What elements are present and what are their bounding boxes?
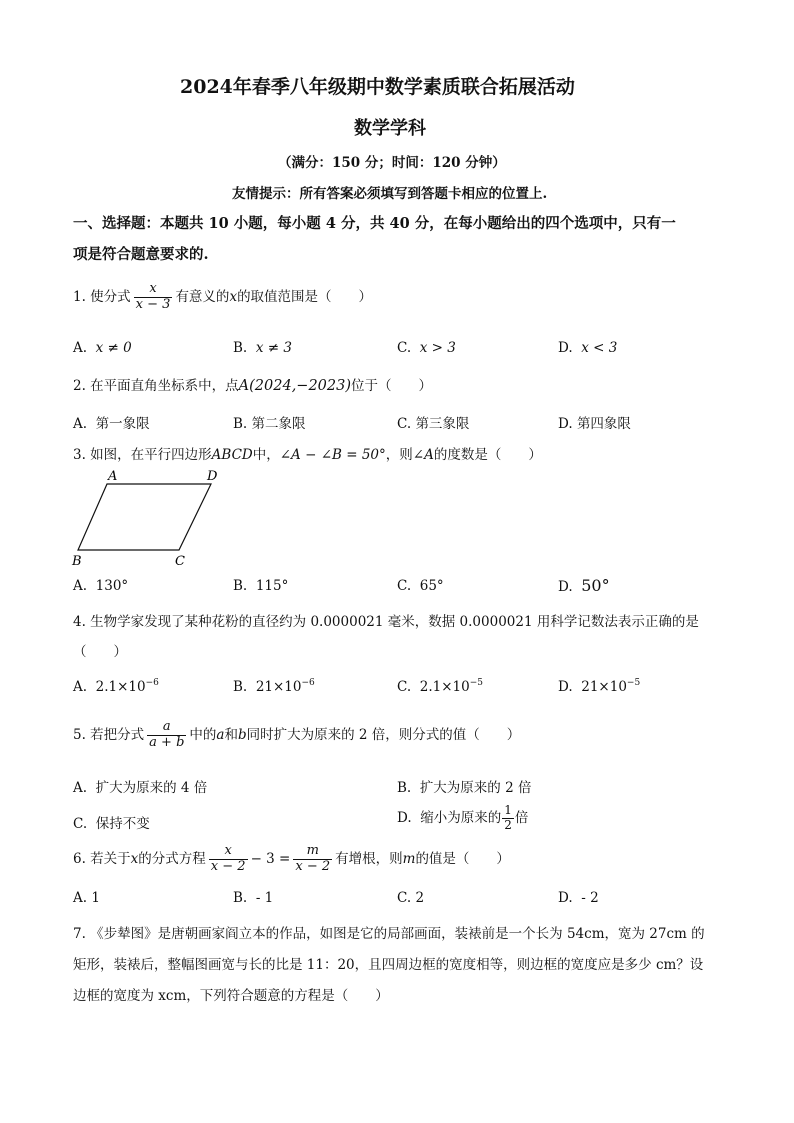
option-text: - 2 xyxy=(581,890,599,906)
option-text: 第二象限 xyxy=(251,416,306,432)
option-text: 115° xyxy=(255,578,289,594)
q2-option-d[interactable] xyxy=(558,412,631,432)
option-label: D. xyxy=(558,890,573,906)
option-label: B. xyxy=(233,890,248,906)
question-4-line2: （ ） xyxy=(73,644,127,660)
question-6 xyxy=(73,844,510,875)
option-text: 扩大为原来的 2 倍 xyxy=(419,780,532,796)
q4-option-b[interactable] xyxy=(233,678,315,695)
option-label: D. xyxy=(397,809,412,826)
q3-option-a[interactable] xyxy=(73,578,128,594)
q5-frac-num: a xyxy=(162,719,171,734)
q2-option-a[interactable] xyxy=(73,412,150,432)
option-label: B. xyxy=(233,416,248,432)
q6-mid3: 有增根，则 xyxy=(335,850,403,867)
option-label: D. xyxy=(558,579,573,595)
question-7-line3: 边框的宽度为 xcm，下列符合题意的方程是（ ） xyxy=(73,988,389,1004)
q1-frac-den: x − 3 xyxy=(135,296,171,312)
q3-option-d[interactable] xyxy=(558,576,610,595)
option-text: 扩大为原来的 4 倍 xyxy=(95,780,208,796)
q1-option-c[interactable] xyxy=(397,340,456,356)
question-1 xyxy=(73,282,372,313)
option-label: C. xyxy=(397,890,412,906)
q6-mid: 的分式方程 xyxy=(138,850,206,867)
question-7-line2: 矩形，装裱后，整幅图画宽与长的比是 11：20，且四周边框的宽度相等，则边框的宽度应是多少 cm？设 xyxy=(73,957,704,973)
q5-prefix: 5. 若把分式 xyxy=(73,726,145,743)
exam-meta: （满分：150 分；时间：120 分钟） xyxy=(278,155,506,171)
q6-frac1-num: x xyxy=(224,843,232,858)
q3-mid2: ，则 xyxy=(385,447,413,463)
q5-option-b[interactable] xyxy=(397,776,531,796)
option-base: 2.1×10 xyxy=(419,679,470,695)
q3-shape: ABCD xyxy=(211,447,253,463)
option-label: C. xyxy=(73,816,88,832)
q5-and: 和 xyxy=(224,726,238,743)
option-base: 21×10 xyxy=(255,679,302,695)
section-heading-line1: 一、选择题：本题共 10 小题，每小题 4 分，共 40 分，在每小题给出的四个选项中，只有一 xyxy=(73,215,676,232)
q4-option-a[interactable] xyxy=(73,678,159,695)
q2-prefix: 2. 在平面直角坐标系中，点 xyxy=(73,378,239,394)
option-label: A. xyxy=(73,578,88,594)
q1-suffix: 的取值范围是（ ） xyxy=(237,288,373,305)
parallelogram-figure xyxy=(70,465,230,570)
option-label: C. xyxy=(397,578,412,594)
q5-frac-den: a + b xyxy=(149,734,185,750)
option-text: 50° xyxy=(581,576,610,595)
q6-option-c[interactable] xyxy=(397,890,424,906)
q4-option-c[interactable] xyxy=(397,678,483,695)
q5-var-b: b xyxy=(237,726,247,743)
q5-fraction xyxy=(147,720,186,751)
option-label: A. xyxy=(73,780,88,796)
q3-mid: 中， xyxy=(252,447,280,463)
option-label: B. xyxy=(233,340,248,356)
q5-option-d[interactable] xyxy=(397,804,528,833)
q3-prefix: 3. 如图，在平行四边形 xyxy=(73,447,212,463)
vertex-label-a: A xyxy=(108,469,118,484)
q6-prefix: 6. 若关于 xyxy=(73,850,131,867)
q6-frac2-num: m xyxy=(306,843,319,858)
q1-frac-num: x xyxy=(149,281,157,296)
option-exponent: −5 xyxy=(469,678,483,688)
option-text: 130° xyxy=(95,578,129,594)
question-3 xyxy=(73,443,542,463)
q6-suffix: 的值是（ ） xyxy=(415,850,510,867)
question-4-line1: 4. 生物学家发现了某种花粉的直径约为 0.0000021 毫米，数据 0.0000021 用科学记数法表示正确的是 xyxy=(73,614,699,630)
q5-suffix: 同时扩大为原来的 2 倍，则分式的值（ ） xyxy=(246,726,521,743)
q6-frac1-den: x − 2 xyxy=(210,858,246,874)
question-5 xyxy=(73,720,520,751)
option-text: 第四象限 xyxy=(576,416,631,432)
exam-title: 2024年春季八年级期中数学素质联合拓展活动 xyxy=(180,76,575,98)
q3-condition: ∠A − ∠B = 50° xyxy=(279,447,386,463)
option-label: A. xyxy=(73,890,88,906)
option-label: B. xyxy=(397,780,412,796)
q6-option-b[interactable] xyxy=(233,890,273,906)
option-text: x ≠ 0 xyxy=(95,340,132,356)
option-exponent: −6 xyxy=(145,678,159,688)
q5-var-a: a xyxy=(216,726,225,743)
option-text: 缩小为原来的 xyxy=(420,809,502,826)
q1-option-b[interactable] xyxy=(233,340,292,356)
option-exponent: −5 xyxy=(626,678,641,688)
q6-option-a[interactable] xyxy=(73,890,100,906)
option-tail: 倍 xyxy=(514,809,529,826)
q1-option-d[interactable] xyxy=(558,340,617,356)
option-label: C. xyxy=(397,340,412,356)
q1-mid: 有意义的 xyxy=(175,288,230,305)
q1-prefix: 1. 使分式 xyxy=(73,288,131,305)
exam-tip: 友情提示：所有答案必须填写到答题卡相应的位置上. xyxy=(232,186,548,202)
option-text: 65° xyxy=(419,578,444,594)
q3-angle: ∠A xyxy=(412,447,434,463)
option-label: D. xyxy=(558,679,573,695)
q6-frac2-den: x − 2 xyxy=(295,858,331,874)
q6-var-m: m xyxy=(402,850,416,867)
q5-d-frac-den: 2 xyxy=(504,817,512,832)
q6-option-d[interactable] xyxy=(558,890,599,906)
option-text: x ≠ 3 xyxy=(255,340,292,356)
option-label: A. xyxy=(73,416,88,432)
option-text: - 1 xyxy=(255,890,274,906)
q3-option-b[interactable] xyxy=(233,578,288,594)
option-label: B. xyxy=(233,578,248,594)
q2-suffix: 位于（ ） xyxy=(351,378,433,394)
option-label: A. xyxy=(73,340,88,356)
q6-fraction-2 xyxy=(293,844,332,875)
q1-option-a[interactable] xyxy=(73,340,132,356)
question-2 xyxy=(73,374,432,394)
parallelogram-shape xyxy=(78,484,211,550)
question-7-line1: 7. 《步辇图》是唐朝画家阎立本的作品，如图是它的局部画面，装裱前是一个长为 54cm，宽为 27cm 的 xyxy=(73,926,705,942)
option-label: C. xyxy=(397,416,412,432)
q6-var: x xyxy=(130,850,139,867)
option-text: 第三象限 xyxy=(415,416,470,432)
q6-mid2: − 3 = xyxy=(250,850,291,867)
q5-d-fraction xyxy=(502,804,514,833)
option-text: 保持不变 xyxy=(95,816,150,832)
option-text: 2 xyxy=(415,890,425,906)
option-text: x < 3 xyxy=(581,340,618,356)
option-base: 2.1×10 xyxy=(95,679,146,695)
vertex-label-b: B xyxy=(72,554,82,569)
q5-d-frac-num: 1 xyxy=(504,803,512,817)
q1-fraction xyxy=(134,282,173,313)
option-text: 1 xyxy=(91,890,100,906)
option-label: D. xyxy=(558,416,573,432)
subject-title: 数学学科 xyxy=(354,118,426,139)
q5-option-a[interactable] xyxy=(73,776,207,796)
q5-mid: 中的 xyxy=(189,726,217,743)
q6-fraction-1 xyxy=(209,844,248,875)
option-label: D. xyxy=(558,340,573,356)
option-label: A. xyxy=(73,679,88,695)
q2-option-b[interactable] xyxy=(233,412,306,432)
option-label: C. xyxy=(397,679,412,695)
q4-option-d[interactable] xyxy=(558,678,640,695)
q2-point: A(2024,−2023) xyxy=(238,378,352,394)
option-label: B. xyxy=(233,679,248,695)
option-base: 21×10 xyxy=(581,679,627,695)
q3-suffix: 的度数是（ ） xyxy=(433,447,542,463)
vertex-label-d: D xyxy=(207,469,218,484)
q5-option-c[interactable] xyxy=(73,812,150,832)
q3-option-c[interactable] xyxy=(397,578,444,594)
option-text: 第一象限 xyxy=(95,416,150,432)
vertex-label-c: C xyxy=(175,554,185,569)
option-exponent: −6 xyxy=(301,678,315,688)
q1-var: x xyxy=(229,288,238,305)
q2-option-c[interactable] xyxy=(397,412,469,432)
option-text: x > 3 xyxy=(419,340,456,356)
section-heading-line2: 项是符合题意要求的. xyxy=(73,246,209,263)
